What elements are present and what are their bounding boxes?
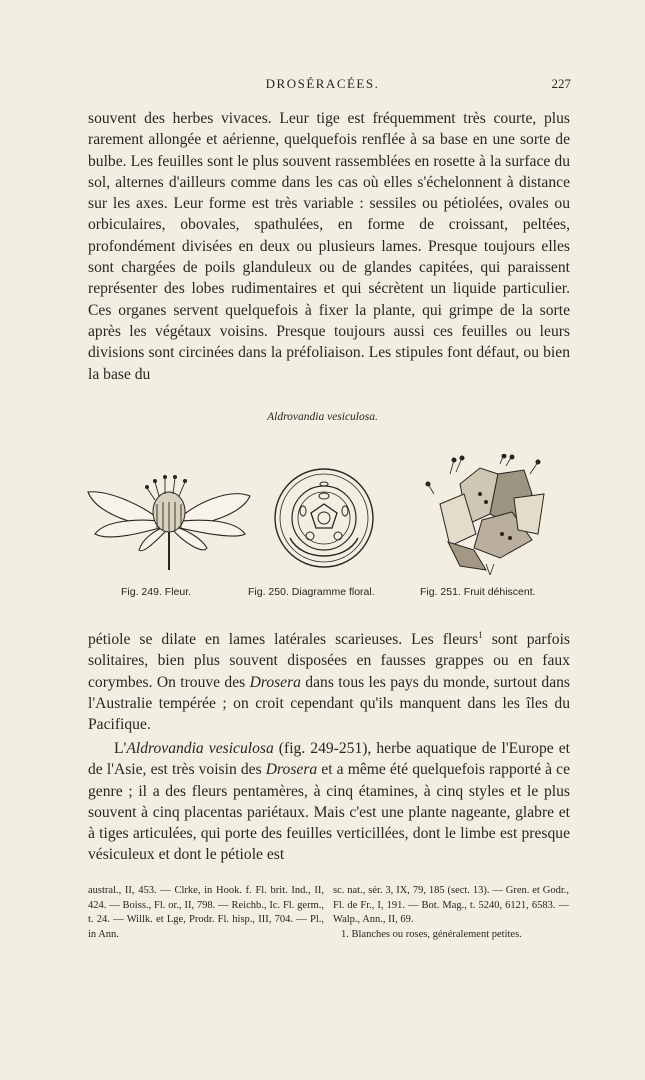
paragraph-3-text-a: (fig. 249-251), herbe aquatique de l'Europe et de l'Asie, est très voisin des [88,740,570,779]
footnote-column-left [88,884,324,942]
paragraph-2-text-a: pétiole se dilate en lames latérales scarieuses. Les fleurs [88,631,479,649]
footnote-references-left: austral., II, 453. — Clrke, in Hook. f. Fl. brit. Ind., II, 424. — Boiss., Fl. or., II, 798. — Reichb., Ic. Fl. germ., t. 24. — Willk. et Lge, Prodr. Fl. hisp., III, 704. — Pl., in Ann. [88,885,324,940]
genus-name-drosera-2: Drosera [265,761,318,779]
figure-250-caption: Fig. 250. Diagramme floral. [248,586,375,598]
paragraph-2-text-b: sont parfois solitaires, bien plus souvent disposées en fausses grappes ou en faux corymbes. On trouve des [88,631,570,691]
running-header [0,76,645,98]
paragraph-1: souvent des herbes vivaces. Leur tige est fréquemment très courte, plus rarement allongée et aérienne, quelquefois renflée à sa base en une sorte de bulbe. Les feuilles sont le plus souvent rassemblées en rosette à la surface du sol, alternes d'ailleurs comme dans les cas où elles s'échelonnent à distance sur les axes. Leur forme est très variable : sessiles ou pétiolées, ovales ou orbiculaires, obovales, spathulées, en forme de croissant, peltées, profondément divisées en deux ou plusieurs lames. Presque toujours elles sont chargées de poils glanduleux ou de glandes capitées, qui paraissent représenter des lobes rudimentaires et qui sécrètent un liquide particulier. Ces organes servent quelquefois à fixer la plante, qui grimpe de la sorte après les végétaux voisins. Presque toujours aussi ces feuilles ou leurs divisions sont circinées dans la préfoliaison. Les stipules font défaut, ou bien la base du [88,110,570,383]
footnote-column-right [333,884,569,942]
header-title: DROSÉRACÉES. [265,76,380,91]
footnote-references-right: sc. nat., sér. 3, IX, 79, 185 (sect. 13). — Gren. et Godr., Fl. de Fr., I, 191. — Bot. Mag., t. 5240, 6121, 6583. — Walp., Ann., II, 69. [333,885,569,925]
figure-block-title: Aldrovandia vesiculosa. [267,411,378,423]
species-name-aldrovandia: Aldrovandia vesiculosa [126,740,274,757]
figure-249-caption: Fig. 249. Fleur. [121,586,192,598]
paragraph-3-prefix: L' [114,740,127,757]
page-number: 227 [551,76,571,91]
figure-249-flower-illustration [85,462,255,572]
paragraph-2 [88,625,570,736]
figure-251-caption: Fig. 251. Fruit déhiscent. [420,586,536,598]
figure-251-dehiscent-fruit-illustration [420,454,555,576]
footnote-1: 1. Blanches ou roses, généralement petites. [341,928,522,940]
figure-250-floral-diagram [272,466,376,570]
footnote-marker: 1 [478,630,483,640]
paragraph-2-text-c: dans tous les pays du monde, surtout dans l'Australie tempérée ; on croit cependant qu'ils manquent dans les îles du Pacifique. [88,673,570,734]
genus-name-drosera: Drosera [249,673,301,691]
paragraph-3-text-b: et a même été quelquefois rapporté à ce genre ; il a des fleurs pentamères, à cinq étamines, à cinq styles et le plus souvent à cinq placentas pariétaux. Mais c'est une plante nageante, glabre et à tiges articulées, qui porte des feuilles verticillées, dont le limbe est presque vésiculeux et dont le pétiole est [88,761,571,864]
paragraph-3 [88,738,570,866]
